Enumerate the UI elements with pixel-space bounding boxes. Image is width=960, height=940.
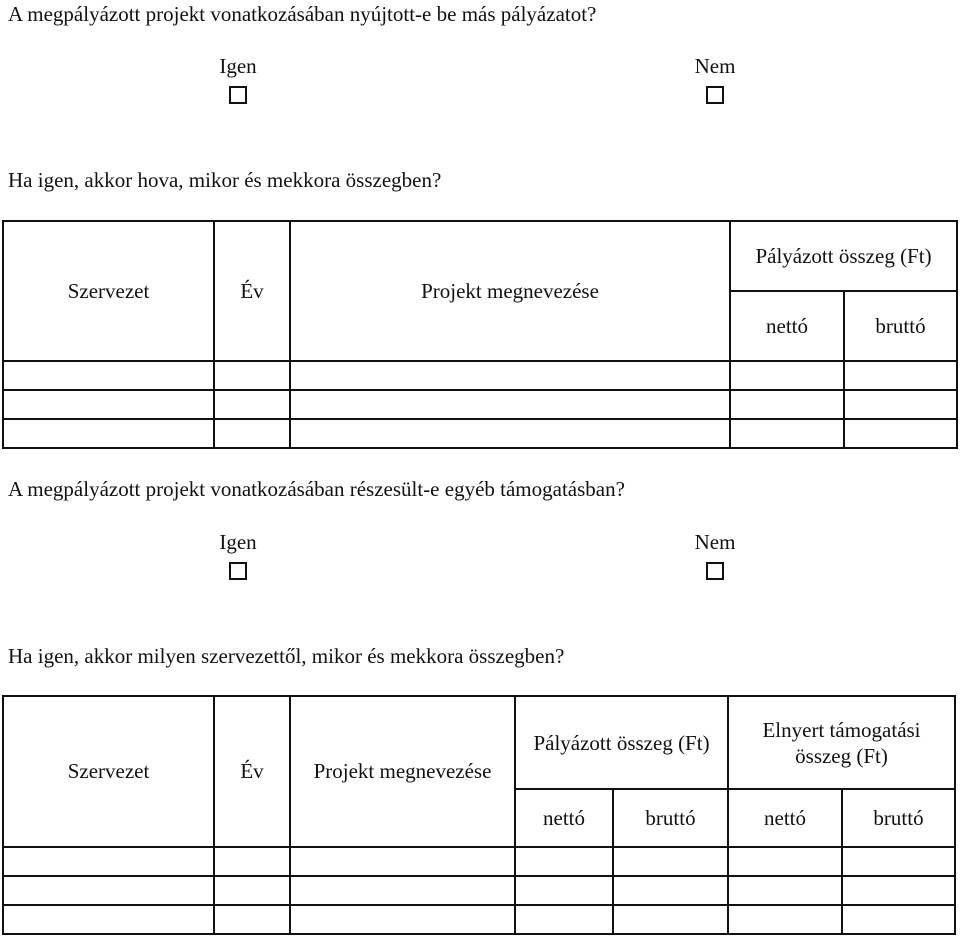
col-project-name-header: Projekt megnevezése (290, 221, 730, 361)
option-yes-2 (198, 530, 278, 580)
table-cell[interactable] (290, 361, 730, 390)
table-row (3, 361, 957, 390)
table-cell[interactable] (214, 361, 290, 390)
table-cell[interactable] (290, 905, 515, 934)
checkbox-yes-1[interactable] (229, 86, 247, 104)
sub-gross-header-2b: bruttó (842, 789, 955, 847)
checkbox-no-1[interactable] (706, 86, 724, 104)
table-cell[interactable] (730, 390, 844, 419)
option-yes-1 (198, 54, 278, 104)
table-cell[interactable] (290, 390, 730, 419)
support-table (2, 695, 956, 935)
table-cell[interactable] (290, 847, 515, 876)
table-cell[interactable] (3, 847, 214, 876)
table-cell[interactable] (214, 390, 290, 419)
col-applied-amount-header-2: Pályázott összeg (Ft) (515, 696, 728, 789)
sub-gross-header-2a: bruttó (613, 789, 728, 847)
table-cell[interactable] (728, 847, 842, 876)
col-year-header-2: Év (214, 696, 290, 847)
table-row (3, 390, 957, 419)
table-cell[interactable] (214, 905, 290, 934)
followup-1: Ha igen, akkor hova, mikor és mekkora összegben? (8, 168, 442, 192)
table-cell[interactable] (844, 361, 957, 390)
table-row (3, 876, 955, 905)
option-no-1 (675, 54, 755, 104)
col-applied-amount-header: Pályázott összeg (Ft) (730, 221, 957, 291)
col-organization-header-2: Szervezet (3, 696, 214, 847)
table-cell[interactable] (515, 876, 613, 905)
checkbox-no-2[interactable] (706, 562, 724, 580)
table-cell[interactable] (728, 876, 842, 905)
col-year-header: Év (214, 221, 290, 361)
table-cell[interactable] (290, 419, 730, 448)
table-cell[interactable] (214, 876, 290, 905)
col-organization-header: Szervezet (3, 221, 214, 361)
checkbox-yes-2[interactable] (229, 562, 247, 580)
option-no-2-label: Nem (694, 530, 736, 554)
table-cell[interactable] (730, 419, 844, 448)
table-row (3, 847, 955, 876)
table-cell[interactable] (3, 905, 214, 934)
table-cell[interactable] (842, 905, 955, 934)
question-2: A megpályázott projekt vonatkozásában részesült-e egyéb támogatásban? (8, 477, 625, 501)
table-row (3, 419, 957, 448)
col-project-name-header-2: Projekt megnevezése (290, 696, 515, 847)
table-cell[interactable] (728, 905, 842, 934)
option-yes-2-label: Igen (219, 530, 257, 554)
option-yes-1-label: Igen (219, 54, 257, 78)
applications-table (2, 220, 958, 449)
sub-net-header-2b: nettó (728, 789, 842, 847)
option-no-1-label: Nem (694, 54, 736, 78)
table-cell[interactable] (842, 876, 955, 905)
option-no-2 (675, 530, 755, 580)
table-cell[interactable] (613, 847, 728, 876)
followup-2: Ha igen, akkor milyen szervezettől, mikor és mekkora összegben? (8, 644, 565, 668)
sub-net-header-2a: nettó (515, 789, 613, 847)
table-cell[interactable] (613, 876, 728, 905)
table-cell[interactable] (515, 847, 613, 876)
table-cell[interactable] (842, 847, 955, 876)
table-cell[interactable] (214, 419, 290, 448)
table-cell[interactable] (613, 905, 728, 934)
table-cell[interactable] (730, 361, 844, 390)
question-1: A megpályázott projekt vonatkozásában nyújtott-e be más pályázatot? (8, 2, 597, 26)
table-cell[interactable] (290, 876, 515, 905)
table-cell[interactable] (844, 419, 957, 448)
col-won-amount-header: Elnyert támogatási összeg (Ft) (728, 696, 955, 789)
table-row (3, 905, 955, 934)
sub-net-header: nettó (730, 291, 844, 361)
table-cell[interactable] (3, 390, 214, 419)
table-cell[interactable] (3, 361, 214, 390)
table-cell[interactable] (3, 876, 214, 905)
table-cell[interactable] (844, 390, 957, 419)
table-cell[interactable] (515, 905, 613, 934)
table-cell[interactable] (3, 419, 214, 448)
sub-gross-header: bruttó (844, 291, 957, 361)
table-cell[interactable] (214, 847, 290, 876)
